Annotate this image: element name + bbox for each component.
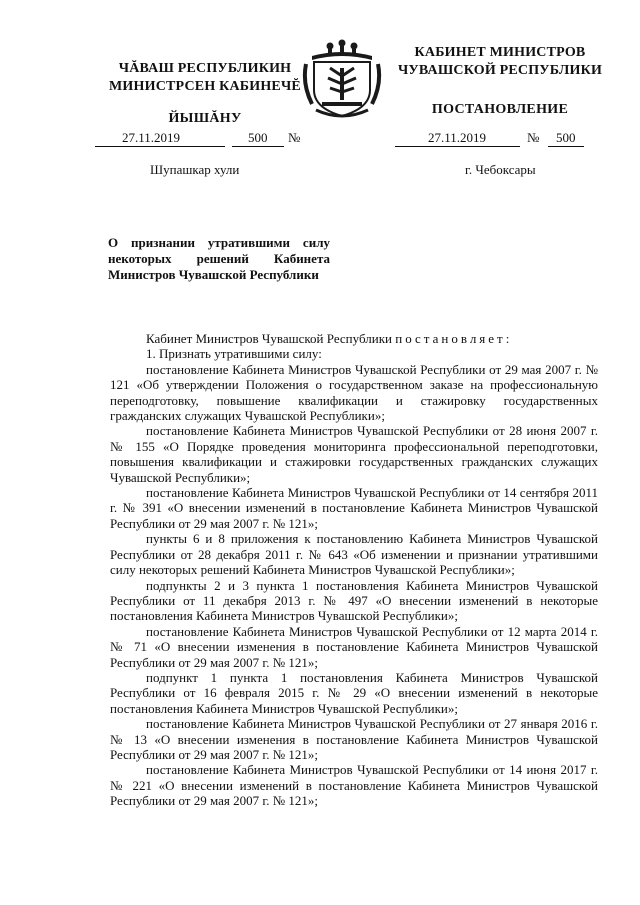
header-left-line2: МИНИСТРСЕН КАБИНЕЧĔ <box>109 79 301 94</box>
city-chuvash: Шупашкар хули <box>150 162 240 177</box>
right-number: 500 <box>556 130 576 145</box>
document-body <box>110 331 598 809</box>
header-right-line2: ЧУВАШСКОЙ РЕСПУБЛИКИ <box>397 63 603 78</box>
intro-spaced-word: постановляет: <box>395 331 513 346</box>
header-left-line1: ЧĂВАШ РЕСПУБЛИКИН <box>118 61 292 76</box>
intro-prefix: Кабинет Министров Чувашской Республики <box>146 331 396 346</box>
body-paragraph: постановление Кабинета Министров Чувашской Республики от 12 марта 2014 г. № 71 «О внесении изменения в постановление Кабинета Министров Чувашской Республики от 29 мая 2007 г. № 121»; <box>110 623 598 670</box>
body-paragraph: подпункты 2 и 3 пункта 1 постановления Кабинета Министров Чувашской Республики от 11 декабря 2013 г. № 497 «О внесении изменений в некоторые постановления Кабинета Министров Чувашской Республики»; <box>110 577 598 624</box>
body-paragraph: 1. Признать утратившими силу: <box>146 346 322 362</box>
intro-paragraph <box>110 331 598 346</box>
right-number-sign: № <box>527 130 540 145</box>
header-left-doc-type: ЙЫШĂНУ <box>168 111 242 126</box>
header-left-chuvash <box>90 60 320 127</box>
header-right-line1: КАБИНЕТ МИНИСТРОВ <box>414 45 586 60</box>
body-paragraph: постановление Кабинета Министров Чувашской Республики от 27 января 2016 г. № 13 «О внесении изменения в постановление Кабинета Министров Чувашской Республики от 29 мая 2007 г. № 121»; <box>110 716 598 762</box>
coat-of-arms-emblem <box>300 38 384 120</box>
right-date: 27.11.2019 <box>428 130 487 145</box>
left-number: 500 <box>248 130 268 145</box>
body-paragraph: постановление Кабинета Министров Чувашской Республики от 29 мая 2007 г. № 121 «Об утверждении Положения о государственном заказе на профессиональную переподготовку, повышение квалификации и стажировку государственных гражданских служащих Чувашской Республики»; <box>110 361 598 424</box>
body-paragraph: постановление Кабинета Министров Чувашской Республики от 14 сентября 2011 г. № 391 «О внесении изменений в постановление Кабинета Министров Чувашской Республики от 29 мая 2007 г. № 121»; <box>110 485 598 531</box>
header-right-doc-type: ПОСТАНОВЛЕНИЕ <box>431 102 569 117</box>
left-date: 27.11.2019 <box>122 130 181 145</box>
body-paragraph: подпункт 1 пункта 1 постановления Кабинета Министров Чувашской Республики от 16 февраля 2015 г. № 29 «О внесении изменений в некоторые постановления Кабинета Министров Чувашской Республики»; <box>110 669 598 716</box>
header-right-russian <box>395 44 605 118</box>
body-paragraph: постановление Кабинета Министров Чувашской Республики от 28 июня 2007 г. № 155 «О Порядке проведения мониторинга профессиональной переподготовки, повышения квалификации и стажировки государственных гражданских служащих Чувашской Республики»; <box>110 423 598 485</box>
document-title: О признании утратившими силу некоторых решений Кабинета Министров Чувашской Республики <box>108 235 330 282</box>
body-paragraph: постановление Кабинета Министров Чувашской Республики от 14 июня 2017 г. № 221 «О внесении изменений в постановление Кабинета Министров Чувашской Республики от 29 мая 2007 г. № 121»; <box>110 762 598 809</box>
left-number-sign: № <box>288 130 301 145</box>
body-paragraph: пункты 6 и 8 приложения к постановлению Кабинета Министров Чувашской Республики от 28 декабря 2011 г. № 643 «Об изменении и признании утратившими силу некоторых решений Кабинета Министров Чувашской Республики»; <box>110 531 598 578</box>
city-russian: г. Чебоксары <box>465 162 536 177</box>
